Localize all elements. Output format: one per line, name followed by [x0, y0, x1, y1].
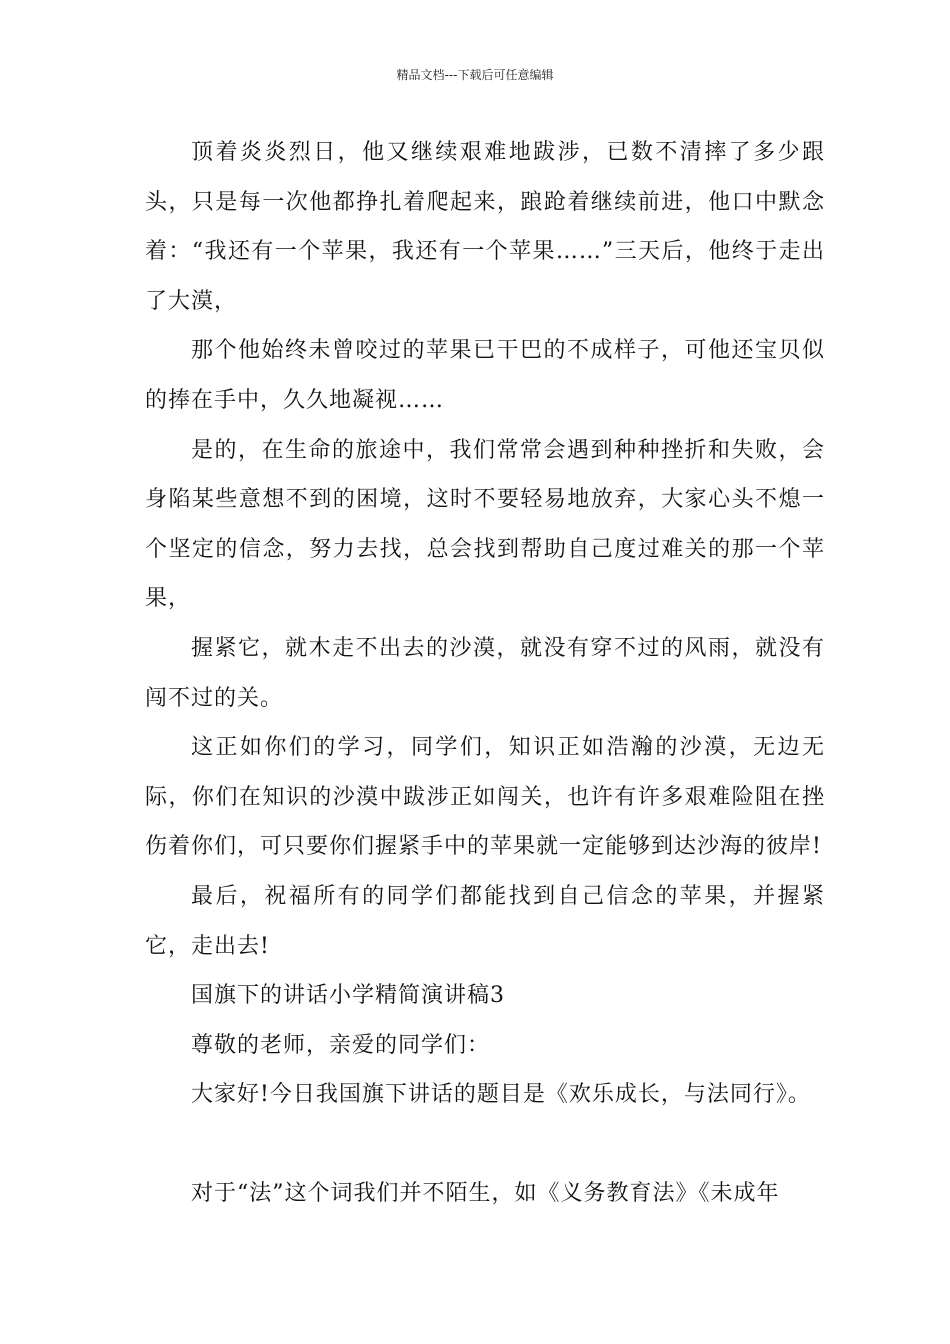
paragraph: 是的，在生命的旅途中，我们常常会遇到种种挫折和失败，会身陷某些意想不到的困境，这时不要轻易地放弃，大家心头不熄一个坚定的信念，努力去找，总会找到帮助自己度过难关的那一个苹果， [145, 437, 825, 612]
paragraph: 最后，祝福所有的同学们都能找到自己信念的苹果，并握紧它，走出去! [145, 883, 825, 959]
document-body [145, 128, 825, 1218]
blank-line [145, 1120, 825, 1169]
paragraph: 那个他始终未曾咬过的苹果已干巴的不成样子，可他还宝贝似的捧在手中，久久地凝视…… [145, 338, 825, 413]
greeting: 大家好!今日我国旗下讲话的题目是《欢乐成长，与法同行》。 [191, 1082, 811, 1108]
paragraph: 握紧它，就木走不出去的沙漠，就没有穿不过的风雨，就没有闯不过的关。 [145, 635, 825, 711]
salutation: 尊敬的老师，亲爱的同学们： [191, 1032, 491, 1058]
paragraph: 这正如你们的学习，同学们，知识正如浩瀚的沙漠，无边无际，你们在知识的沙漠中跋涉正如闯关，也许有许多艰难险阻在挫伤着你们，可只要你们握紧手中的苹果就一定能够到达沙海的彼岸! [145, 735, 825, 860]
section-title: 国旗下的讲话小学精简演讲稿3 [191, 983, 505, 1009]
paragraph: 对于“法”这个词我们并不陌生，如《义务教育法》《未成年 [191, 1180, 780, 1206]
paragraph: 顶着炎炎烈日，他又继续艰难地跋涉，已数不清摔了多少跟头，只是每一次他都挣扎着爬起来，踉跄着继续前进，他口中默念着：“我还有一个苹果，我还有一个苹果……”三天后，他终于走出了大漠， [145, 140, 825, 314]
page-header: 精品文档---下载后可任意编辑 [396, 68, 554, 82]
